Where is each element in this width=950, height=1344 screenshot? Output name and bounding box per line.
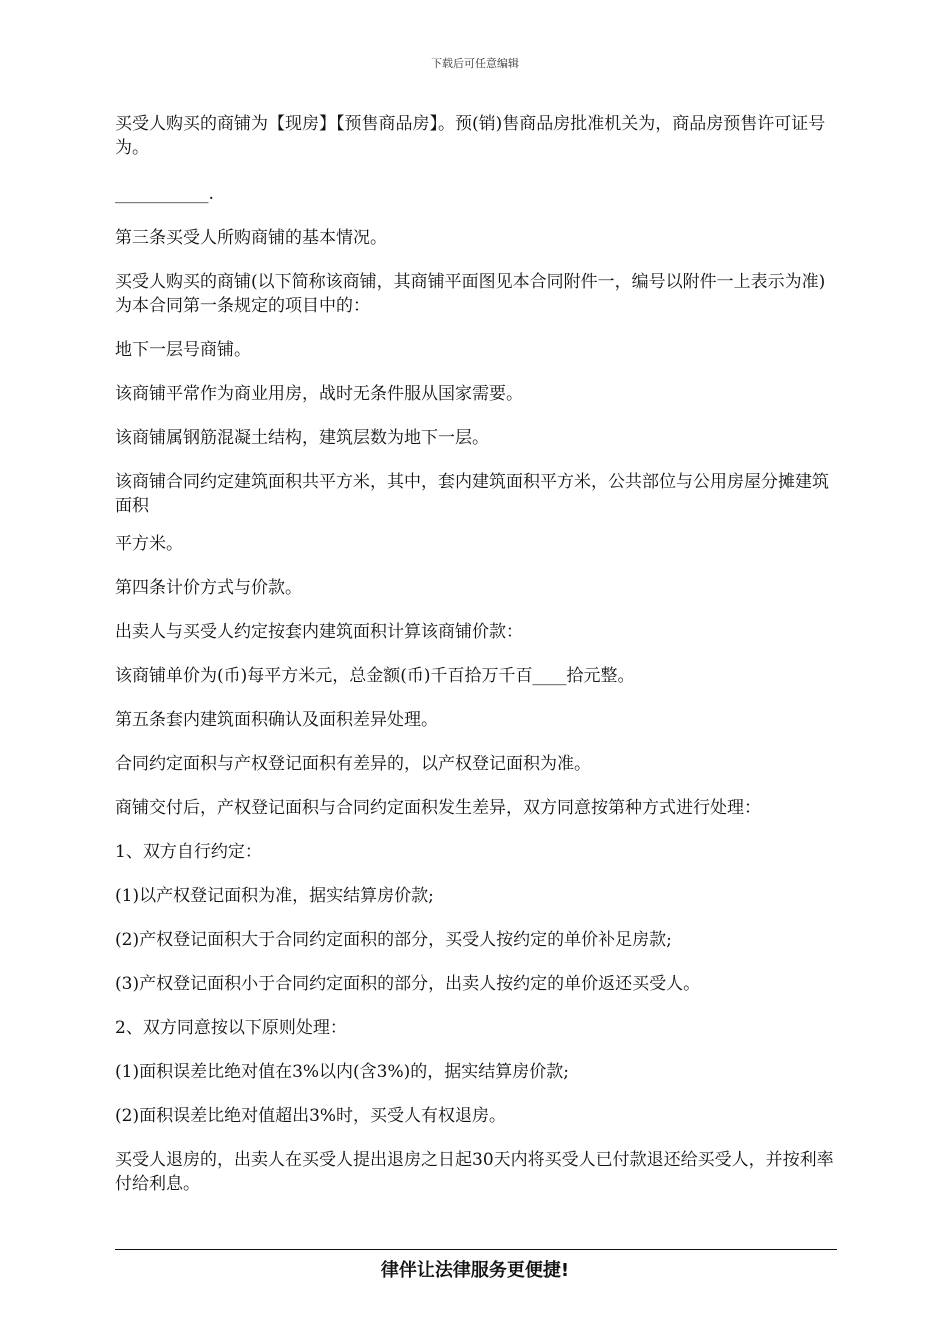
paragraph: 该商铺合同约定建筑面积共平方米，其中，套内建筑面积平方米，公共部位与公用房屋分摊建筑面积 (115, 472, 829, 516)
paragraph: 买受人购买的商铺(以下简称该商铺，其商铺平面图见本合同附件一，编号以附件一上表示为准)为本合同第一条规定的项目中的： (115, 272, 826, 316)
list-item: (2)产权登记面积大于合同约定面积的部分，买受人按约定的单价补足房款; (115, 930, 672, 950)
paragraph: 该商铺属钢筋混凝土结构，建筑层数为地下一层。 (115, 428, 489, 448)
list-item: (2)面积误差比绝对值超出3%时，买受人有权退房。 (115, 1106, 507, 1126)
page-header: 下载后可任意编辑 (431, 57, 519, 70)
list-item: (1)以产权登记面积为准，据实结算房价款; (115, 886, 434, 906)
list-heading: 2、双方同意按以下原则处理： (115, 1018, 347, 1038)
paragraph: 地下一层号商铺。 (115, 340, 251, 360)
paragraph: 商铺交付后，产权登记面积与合同约定面积发生差异，双方同意按第种方式进行处理： (115, 798, 761, 818)
section-heading: 第三条买受人所购商铺的基本情况。 (115, 228, 387, 248)
section-heading: 第四条计价方式与价款。 (115, 578, 302, 598)
paragraph: 买受人退房的，出卖人在买受人提出退房之日起30天内将买受人已付款退还给买受人，并按利率付给利息。 (115, 1150, 834, 1194)
paragraph: 该商铺单价为(币)每平方米元，总金额(币)千百拾万千百____拾元整。 (115, 666, 635, 686)
paragraph: 平方米。 (115, 534, 183, 554)
paragraph: 该商铺平常作为商业用房，战时无条件服从国家需要。 (115, 384, 523, 404)
footer-divider (115, 1249, 837, 1250)
paragraph: ___________. (115, 184, 214, 204)
document-body (115, 112, 837, 1196)
list-item: (3)产权登记面积小于合同约定面积的部分，出卖人按约定的单价返还买受人。 (115, 974, 701, 994)
list-item: (1)面积误差比绝对值在3%以内(含3%)的，据实结算房价款; (115, 1062, 570, 1082)
list-heading: 1、双方自行约定： (115, 842, 262, 862)
paragraph: 出卖人与买受人约定按套内建筑面积计算该商铺价款： (115, 622, 523, 642)
section-heading: 第五条套内建筑面积确认及面积差异处理。 (115, 710, 438, 730)
paragraph: 买受人购买的商铺为【现房】【预售商品房】。预(销)售商品房批准机关为，商品房预售许可证号为。 (115, 114, 826, 158)
paragraph: 合同约定面积与产权登记面积有差异的，以产权登记面积为准。 (115, 754, 591, 774)
page-footer: 律伴让法律服务更便捷! (380, 1260, 570, 1281)
